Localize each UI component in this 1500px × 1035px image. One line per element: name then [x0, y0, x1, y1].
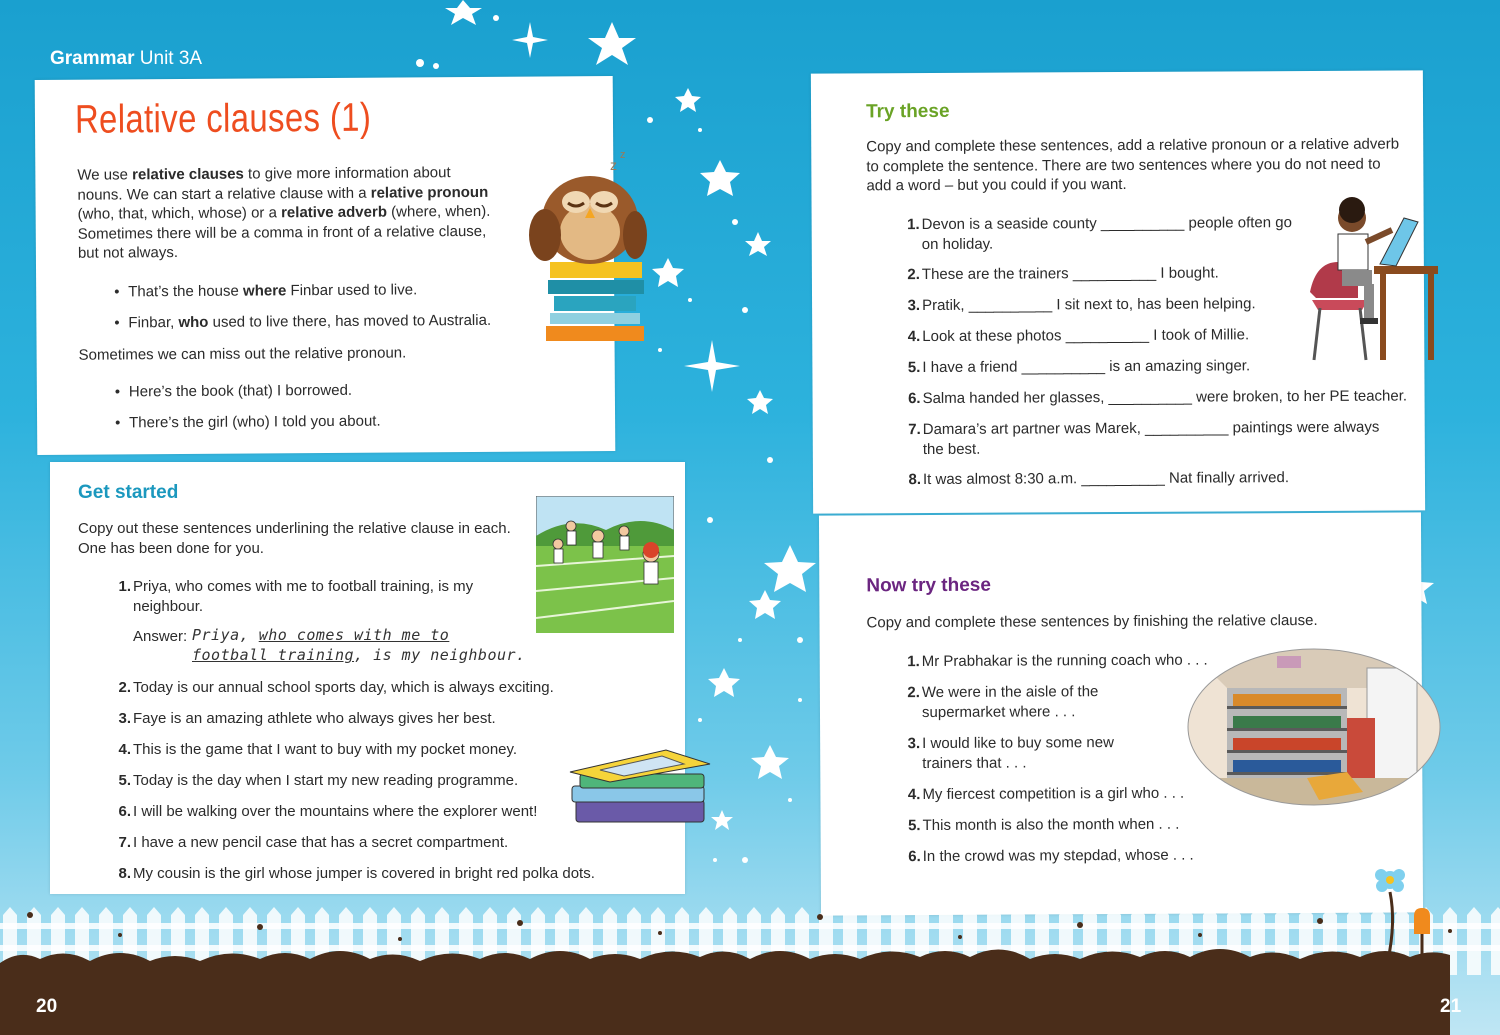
running-children-icon [536, 496, 674, 633]
star-icon [700, 160, 740, 196]
list-item: 1. Priya, who comes with me to football training, is my neighbour. [118, 578, 474, 615]
star-icon [711, 810, 733, 830]
bullet-example: • Finbar, who used to live there, has moved to Australia. [114, 312, 491, 332]
svg-text:z: z [620, 149, 626, 161]
unit-label: Grammar Unit 3A [50, 48, 203, 69]
intro-paragraph [77, 163, 518, 264]
owl-on-books-icon [520, 140, 650, 350]
list-item: 6. Salma handed her glasses, __________ were broken, to her PE teacher. [907, 387, 1408, 408]
list-item: 3. Pratik, __________ I sit next to, has been helping. [907, 295, 1256, 315]
star-icon [751, 745, 789, 779]
star-icon [747, 390, 773, 414]
list-item: 1. Devon is a seaside county __________ people often go on holiday. [907, 214, 1292, 253]
list-item: 7. I have a new pencil case that has a secret compartment. [118, 834, 509, 851]
page-number-right: 21 [1440, 996, 1462, 1017]
list-item: 2. These are the trainers __________ I bought. [907, 264, 1219, 284]
bullet-example: • There’s the girl (who) I told you about. [115, 413, 381, 432]
try-these-title: Try these [865, 100, 950, 123]
list-item: 8. My cousin is the girl whose jumper is covered in bright red polka dots. [118, 865, 595, 882]
answer-label: Answer: [133, 628, 188, 645]
star-icon [675, 88, 701, 112]
list-item: 5. I have a friend __________ is an amazing singer. [907, 357, 1251, 377]
handwritten-answer-line-1: Priya, who comes with me to [192, 626, 450, 644]
star-icon [652, 258, 684, 287]
list-item: 3. Faye is an amazing athlete who always gives her best. [118, 710, 496, 727]
star-icon [745, 232, 771, 256]
intro-line: (who, that, which, whose) or a relative adverb (where, when). [77, 202, 491, 223]
list-item: 4. My fiercest competition is a girl who . . . [907, 784, 1185, 804]
now-try-these-title: Now try these [866, 574, 991, 597]
list-item: 8. It was almost 8:30 a.m. __________ Nat finally arrived. [908, 469, 1290, 489]
list-item: 4. Look at these photos __________ I took of Millie. [907, 326, 1250, 346]
page-number-left: 20 [36, 996, 58, 1017]
now-try-these-instructions: Copy and complete these sentences by finishing the relative clause. [866, 611, 1318, 632]
get-started-title: Get started [78, 482, 179, 503]
star-icon [445, 0, 482, 25]
list-item: 6. In the crowd was my stepdad, whose . . . [908, 846, 1194, 866]
list-item: 1. Mr Prabhakar is the running coach who . . . [907, 651, 1208, 671]
intro-line: Sometimes there will be a comma in front of a relative clause, [77, 222, 487, 243]
intro-line: nouns. We can start a relative clause with a relative pronoun [77, 183, 489, 204]
star-icon [588, 22, 636, 65]
flower-icon [1372, 862, 1442, 962]
star-icon [749, 590, 781, 619]
list-item: 2. Today is our annual school sports day, which is always exciting. [118, 679, 554, 696]
supermarket-aisle-icon [1187, 648, 1441, 806]
fence-and-soil-decoration [0, 905, 1500, 1035]
try-these-instructions: Copy and complete these sentences, add a relative pronoun or a relative adverb to complete the sentence. There are two sentences where you do not need to add a word – but you could if you want. [866, 135, 1400, 195]
page-title: Relative clauses (1) [74, 95, 372, 142]
bullet-example: • Here’s the book (that) I borrowed. [115, 382, 352, 401]
intro-line: We use relative clauses to give more information about [77, 164, 451, 184]
handwritten-answer-line-2: football training, is my neighbour. [192, 646, 526, 664]
boy-at-desk-icon [1308, 196, 1440, 362]
list-item: 5. This month is also the month when . . . [908, 815, 1180, 835]
intro-middle-text: Sometimes we can miss out the relative pronoun. [78, 344, 407, 364]
list-item: 5. Today is the day when I start my new reading programme. [118, 772, 519, 789]
get-started-instructions: Copy out these sentences underlining the relative clause in each. One has been done for you. [78, 520, 511, 557]
bullet-example: • That’s the house where Finbar used to live. [114, 281, 417, 300]
list-item: 6. I will be walking over the mountains where the explorer went! [118, 803, 538, 820]
star-icon [512, 22, 548, 58]
list-item: 4. This is the game that I want to buy with my pocket money. [118, 741, 518, 758]
list-item: 3. I would like to buy some new trainers that . . . [907, 734, 1114, 772]
list-item: 2. We were in the aisle of the supermarket where . . . [907, 683, 1099, 721]
star-icon [764, 545, 816, 592]
star-icon [684, 340, 740, 392]
stack-of-books-icon [566, 742, 714, 830]
svg-text:z: z [610, 157, 617, 173]
list-item: 7. Damara’s art partner was Marek, __________ paintings were always the best. [908, 418, 1380, 458]
star-icon [708, 668, 740, 697]
intro-line: but not always. [77, 244, 179, 262]
